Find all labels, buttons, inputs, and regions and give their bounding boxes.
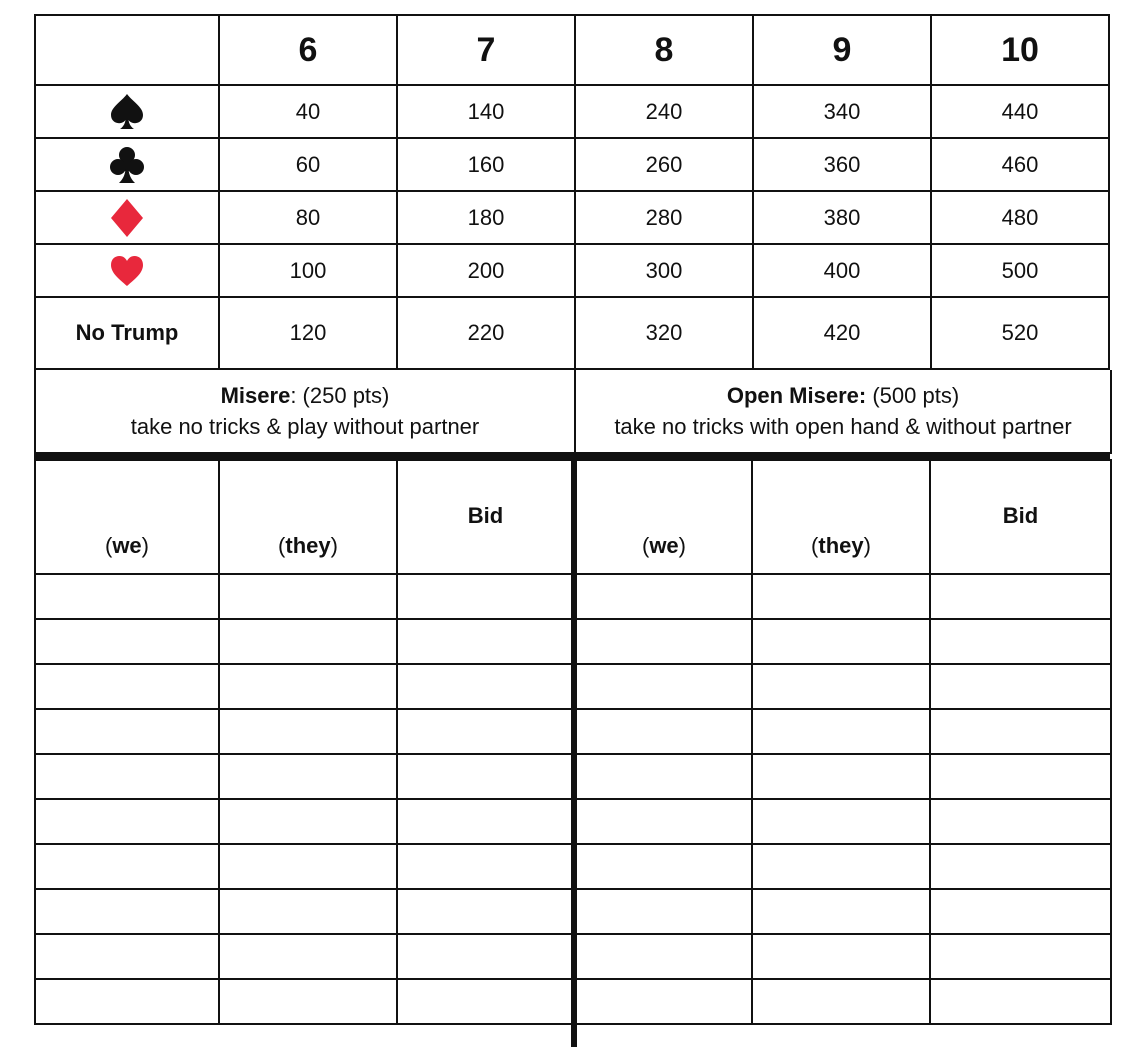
tally-row [35, 889, 574, 934]
open-misere-title: Open Misere: [726, 383, 867, 408]
row-hearts [35, 244, 1109, 297]
tally-row [576, 619, 1111, 664]
misere-cell [35, 370, 575, 453]
value-cell: 360 [753, 138, 931, 191]
col-header-6: 6 [219, 15, 397, 85]
row-spades [35, 85, 1109, 138]
col-header-8: 8 [575, 15, 753, 85]
tally-row [576, 934, 1111, 979]
tally-row [576, 709, 1111, 754]
tally-row [35, 619, 574, 664]
value-cell: 420 [753, 297, 931, 369]
open-misere-description: take no tricks with open hand & without partner [614, 414, 1072, 439]
tally-row [35, 934, 574, 979]
bid-label: Bid [1002, 503, 1039, 528]
value-cell: 480 [931, 191, 1109, 244]
tally-row [35, 979, 574, 1024]
value-cell: 180 [397, 191, 575, 244]
tally-row [35, 574, 574, 619]
they-label: they [285, 533, 331, 558]
they-header: (they) [752, 460, 930, 574]
tally-row [576, 844, 1111, 889]
diamond-icon [109, 198, 145, 238]
value-cell: 320 [575, 297, 753, 369]
club-icon [109, 145, 145, 185]
value-cell: 80 [219, 191, 397, 244]
tally-right [575, 459, 1112, 1025]
tally-row [35, 844, 574, 889]
value-cell: 300 [575, 244, 753, 297]
tally-row [576, 799, 1111, 844]
tally-row [35, 754, 574, 799]
tally-header-row [35, 460, 574, 574]
value-cell: 280 [575, 191, 753, 244]
we-header: (we) [576, 460, 752, 574]
tally-area [34, 454, 1110, 1039]
tally-row [576, 664, 1111, 709]
row-no-trump [35, 297, 1109, 369]
we-label: we [649, 533, 679, 558]
tally-row [35, 709, 574, 754]
tally-row [35, 799, 574, 844]
bid-header [397, 460, 574, 574]
value-cell: 240 [575, 85, 753, 138]
value-cell: 120 [219, 297, 397, 369]
misere-table [34, 370, 1112, 454]
tally-row [576, 979, 1111, 1024]
misere-description: take no tricks & play without partner [130, 414, 480, 439]
misere-points: : (250 pts) [290, 383, 390, 408]
value-cell: 100 [219, 244, 397, 297]
corner-cell [35, 15, 219, 85]
open-misere-points: (500 pts) [866, 383, 960, 408]
spade-icon [109, 92, 145, 132]
we-header: (we) [35, 460, 219, 574]
value-cell: 40 [219, 85, 397, 138]
value-cell: 200 [397, 244, 575, 297]
score-sheet [34, 14, 1110, 1039]
col-header-10: 10 [931, 15, 1109, 85]
row-diamonds [35, 191, 1109, 244]
value-cell: 160 [397, 138, 575, 191]
they-header: (they) [219, 460, 397, 574]
value-cell: 380 [753, 191, 931, 244]
heart-icon [109, 251, 145, 291]
tally-left [34, 459, 575, 1025]
col-header-9: 9 [753, 15, 931, 85]
value-cell: 260 [575, 138, 753, 191]
score-table [34, 14, 1110, 370]
row-clubs [35, 138, 1109, 191]
value-cell: 220 [397, 297, 575, 369]
value-cell: 520 [931, 297, 1109, 369]
no-trump-label: No Trump [35, 297, 219, 369]
value-cell: 60 [219, 138, 397, 191]
bid-label: Bid [467, 503, 504, 528]
value-cell: 460 [931, 138, 1109, 191]
tally-row [576, 574, 1111, 619]
col-header-7: 7 [397, 15, 575, 85]
value-cell: 500 [931, 244, 1109, 297]
value-cell: 440 [931, 85, 1109, 138]
tally-row [35, 664, 574, 709]
tally-header-row [576, 460, 1111, 574]
trick-header-row [35, 15, 1109, 85]
tally-row [576, 889, 1111, 934]
center-divider [571, 457, 577, 1047]
open-misere-cell [575, 370, 1111, 453]
value-cell: 400 [753, 244, 931, 297]
bid-header [930, 460, 1111, 574]
value-cell: 140 [397, 85, 575, 138]
misere-title: Misere [220, 383, 291, 408]
value-cell: 340 [753, 85, 931, 138]
we-label: we [112, 533, 142, 558]
tally-row [576, 754, 1111, 799]
they-label: they [818, 533, 864, 558]
